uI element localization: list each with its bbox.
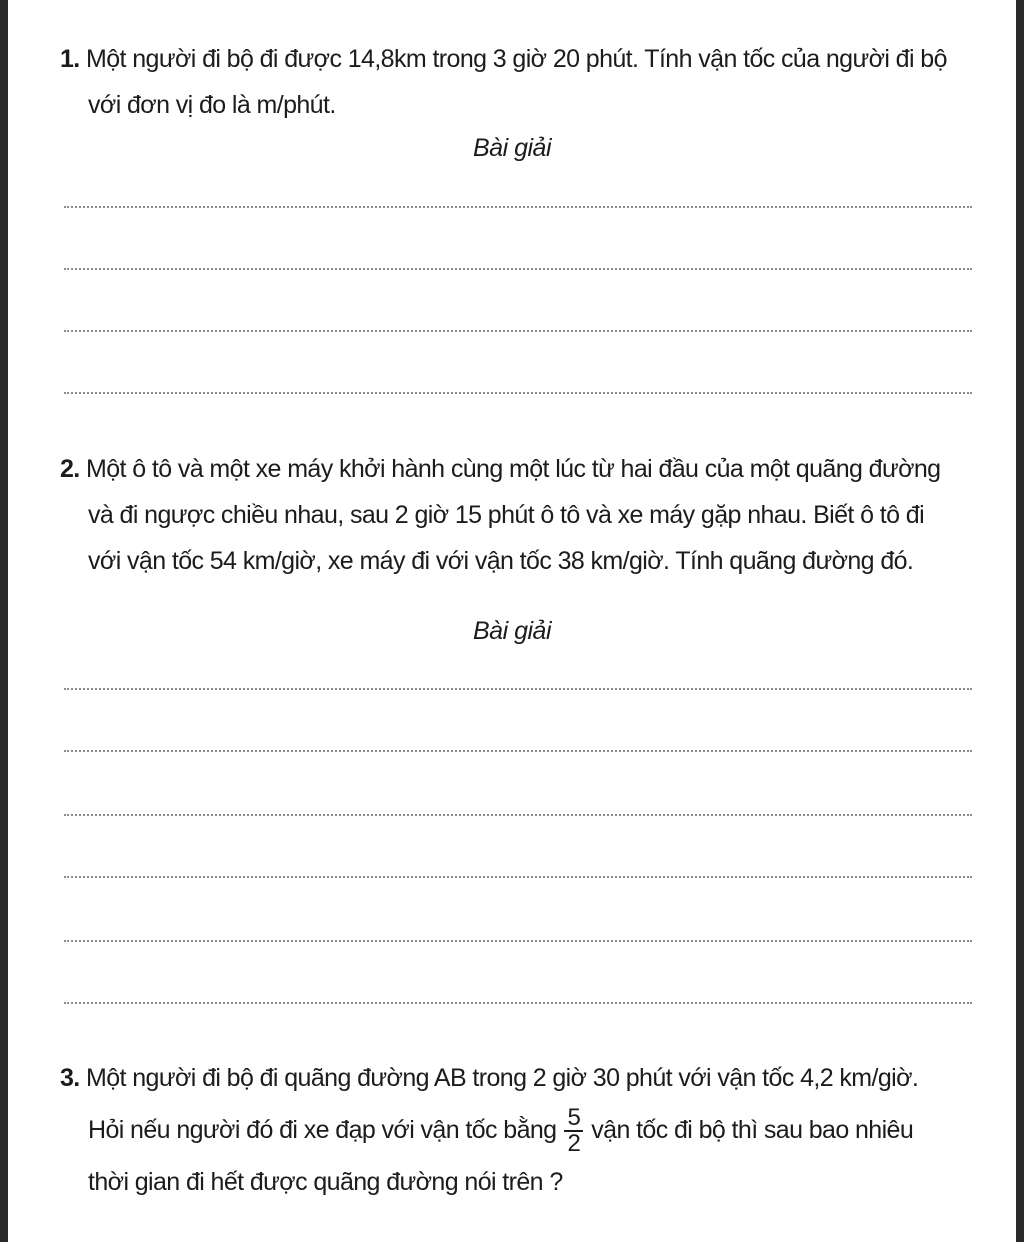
problem-2-text-1: Một ô tô và một xe máy khởi hành cùng một lúc từ hai đầu của một quãng đường xyxy=(86,455,941,483)
problem-2-line-1 xyxy=(60,446,990,492)
answer-line-2-6[interactable] xyxy=(64,1002,972,1004)
answer-line-2-1[interactable] xyxy=(64,688,972,690)
problem-1-line-1 xyxy=(60,36,990,82)
problem-2 xyxy=(60,446,990,584)
problem-3-text-2a: Hỏi nếu người đó đi xe đạp với vận tốc bằng xyxy=(88,1116,557,1144)
answer-line-2-4[interactable] xyxy=(64,876,972,878)
problem-2-text-3: với vận tốc 54 km/giờ, xe máy đi với vận tốc 38 km/giờ. Tính quãng đường đó. xyxy=(88,547,914,575)
problem-3-text-3: thời gian đi hết được quãng đường nói trên ? xyxy=(88,1168,563,1197)
answer-line-1-2[interactable] xyxy=(64,268,972,270)
problem-1-text-2: với đơn vị đo là m/phút. xyxy=(88,91,336,119)
problem-2-text-2: và đi ngược chiều nhau, sau 2 giờ 15 phút ô tô và xe máy gặp nhau. Biết ô tô đi xyxy=(88,501,925,529)
problem-3-line-2 xyxy=(60,1104,990,1156)
answer-line-1-1[interactable] xyxy=(64,206,972,208)
fraction-denominator: 2 xyxy=(567,1130,581,1158)
problem-3-number: 3. xyxy=(60,1064,80,1092)
problem-3-line-1 xyxy=(60,1052,990,1104)
fraction-numerator: 5 xyxy=(564,1106,583,1132)
solution-1-heading: Bài giải xyxy=(473,134,551,162)
problem-1-number: 1. xyxy=(60,45,80,73)
problem-3-text-1: Một người đi bộ đi quãng đường AB trong 2 giờ 30 phút với vận tốc 4,2 km/giờ. xyxy=(86,1064,919,1092)
solution-2-heading: Bài giải xyxy=(473,617,551,645)
problem-2-number: 2. xyxy=(60,455,80,483)
answer-line-2-2[interactable] xyxy=(64,750,972,752)
answer-line-2-3[interactable] xyxy=(64,814,972,816)
problem-1 xyxy=(60,36,990,128)
answer-line-1-3[interactable] xyxy=(64,330,972,332)
answer-line-2-5[interactable] xyxy=(64,940,972,942)
problem-1-text-1: Một người đi bộ đi được 14,8km trong 3 giờ 20 phút. Tính vận tốc của người đi bộ xyxy=(86,45,947,73)
problem-3-text-2b: vận tốc đi bộ thì sau bao nhiêu xyxy=(591,1116,914,1144)
fraction-five-halves xyxy=(564,1106,583,1156)
worksheet-page xyxy=(8,0,1016,1242)
answer-line-1-4[interactable] xyxy=(64,392,972,394)
problem-3 xyxy=(60,1052,990,1208)
